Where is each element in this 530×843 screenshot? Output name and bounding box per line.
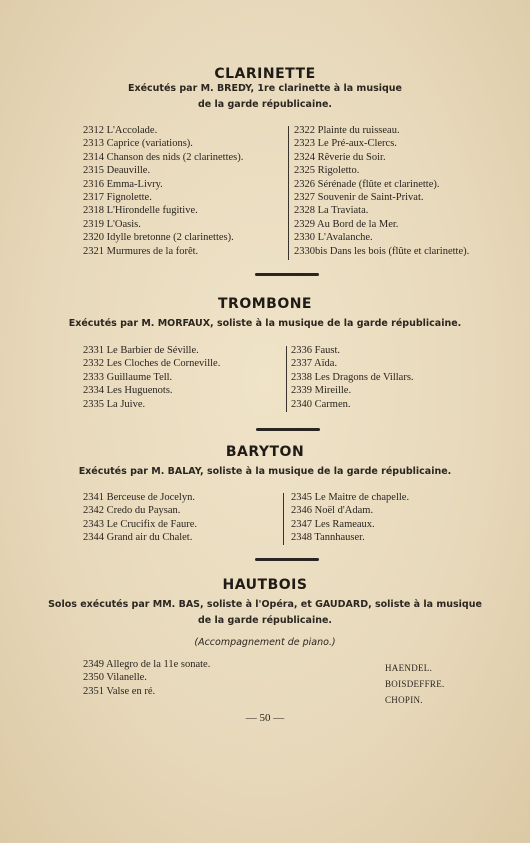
section-rule xyxy=(255,273,319,276)
list-item: 2315 Deauville. xyxy=(83,165,151,177)
list-item: 2324 Rêverie du Soir. xyxy=(294,151,386,163)
list-item: 2333 Guillaume Tell. xyxy=(83,371,173,383)
list-item: 2340 Carmen. xyxy=(291,398,351,410)
list-item: 2329 Au Bord de la Mer. xyxy=(294,218,399,230)
performer-line: Exécutés par M. BREDY, 1re clarinette à la musique xyxy=(127,83,403,94)
performer-baryton xyxy=(20,464,510,480)
list-item: 2323 Le Pré-aux-Clercs. xyxy=(294,138,397,150)
clarinette-list-right xyxy=(294,124,469,258)
composer-list xyxy=(385,660,445,708)
composer-name: BOISDEFFRE. xyxy=(385,679,445,689)
list-item: 2339 Mireille. xyxy=(291,385,352,397)
list-item: 2314 Chanson des nids (2 clarinettes). xyxy=(83,151,244,163)
baryton-list-left xyxy=(83,491,197,545)
list-item: 2330 L'Avalanche. xyxy=(294,232,373,244)
list-item: 2326 Sérénade (flûte et clarinette). xyxy=(294,178,440,190)
list-item: 2312 L'Accolade. xyxy=(83,125,158,136)
accompaniment-note: (Accompagnement de piano.) xyxy=(194,637,336,648)
list-item: 2338 Les Dragons de Villars. xyxy=(291,371,414,383)
list-item: 2334 Les Huguenots. xyxy=(83,385,173,397)
list-item: 2335 La Juive. xyxy=(83,398,146,410)
list-item: 2318 L'Hirondelle fugitive. xyxy=(83,205,198,217)
list-item: 2328 La Traviata. xyxy=(294,205,369,217)
list-item: 2325 Rigoletto. xyxy=(294,165,360,177)
baryton-list-right xyxy=(291,491,409,545)
performer-line: Exécutés par M. BALAY, soliste à la musique de la garde républicaine. xyxy=(78,466,452,477)
performer-line: Exécutés par M. MORFAUX, soliste à la musique de la garde républicaine. xyxy=(68,318,462,329)
list-item: 2344 Grand air du Chalet. xyxy=(83,532,193,544)
clarinette-list-left xyxy=(83,124,243,258)
column-divider xyxy=(286,346,287,412)
list-item: 2332 Les Cloches de Corneville. xyxy=(83,358,221,370)
trombone-list-left xyxy=(83,344,220,411)
list-item: 2348 Tannhauser. xyxy=(291,532,365,544)
performer-line: Solos exécutés par MM. BAS, soliste à l'Opéra, et GAUDARD, soliste à la musique xyxy=(48,599,482,610)
list-item: 2327 Souvenir de Saint-Privat. xyxy=(294,191,424,203)
section-title-baryton: BARYTON xyxy=(225,444,305,460)
section-rule xyxy=(255,558,319,561)
list-item: 2351 Valse en ré. xyxy=(83,685,156,697)
list-item: 2322 Plainte du ruisseau. xyxy=(294,125,400,136)
list-item: 2350 Vilanelle. xyxy=(83,672,147,684)
list-item: 2317 Fignolette. xyxy=(83,191,152,203)
list-item: 2330bis Dans les bois (flûte et clarinette). xyxy=(294,245,470,257)
section-title-clarinette: CLARINETTE xyxy=(214,66,316,82)
page-number: — 50 — xyxy=(245,712,285,724)
list-item: 2345 Le Maitre de chapelle. xyxy=(291,492,410,503)
list-item: 2347 Les Rameaux. xyxy=(291,518,375,530)
list-item: 2349 Allegro de la 11e sonate. xyxy=(83,659,211,670)
list-item: 2313 Caprice (variations). xyxy=(83,138,193,150)
list-item: 2321 Murmures de la forêt. xyxy=(83,245,199,257)
list-item: 2341 Berceuse de Jocelyn. xyxy=(83,492,195,503)
performer-line: de la garde républicaine. xyxy=(197,615,333,626)
list-item: 2336 Faust. xyxy=(291,345,341,356)
list-item: 2316 Emma-Livry. xyxy=(83,178,163,190)
composer-name: HAENDEL. xyxy=(385,663,433,673)
list-item: 2331 Le Barbier de Séville. xyxy=(83,345,199,356)
list-item: 2337 Aïda. xyxy=(291,358,338,370)
performer-clarinette xyxy=(40,81,490,113)
column-divider xyxy=(288,126,289,260)
list-item: 2343 Le Crucifix de Faure. xyxy=(83,518,198,530)
list-item: 2342 Credo du Paysan. xyxy=(83,505,181,517)
performer-line: de la garde républicaine. xyxy=(197,99,333,110)
performer-hautbois xyxy=(20,597,510,629)
trombone-list-right xyxy=(291,344,414,411)
hautbois-list xyxy=(83,658,210,698)
column-divider xyxy=(283,493,284,545)
section-title-trombone: TROMBONE xyxy=(217,296,312,312)
list-item: 2319 L'Oasis. xyxy=(83,218,141,230)
performer-trombone xyxy=(20,316,510,332)
section-rule xyxy=(256,428,320,431)
list-item: 2320 Idylle bretonne (2 clarinettes). xyxy=(83,232,234,244)
list-item: 2346 Noël d'Adam. xyxy=(291,505,374,517)
section-title-hautbois: HAUTBOIS xyxy=(222,577,308,593)
composer-name: CHOPIN. xyxy=(385,695,423,705)
